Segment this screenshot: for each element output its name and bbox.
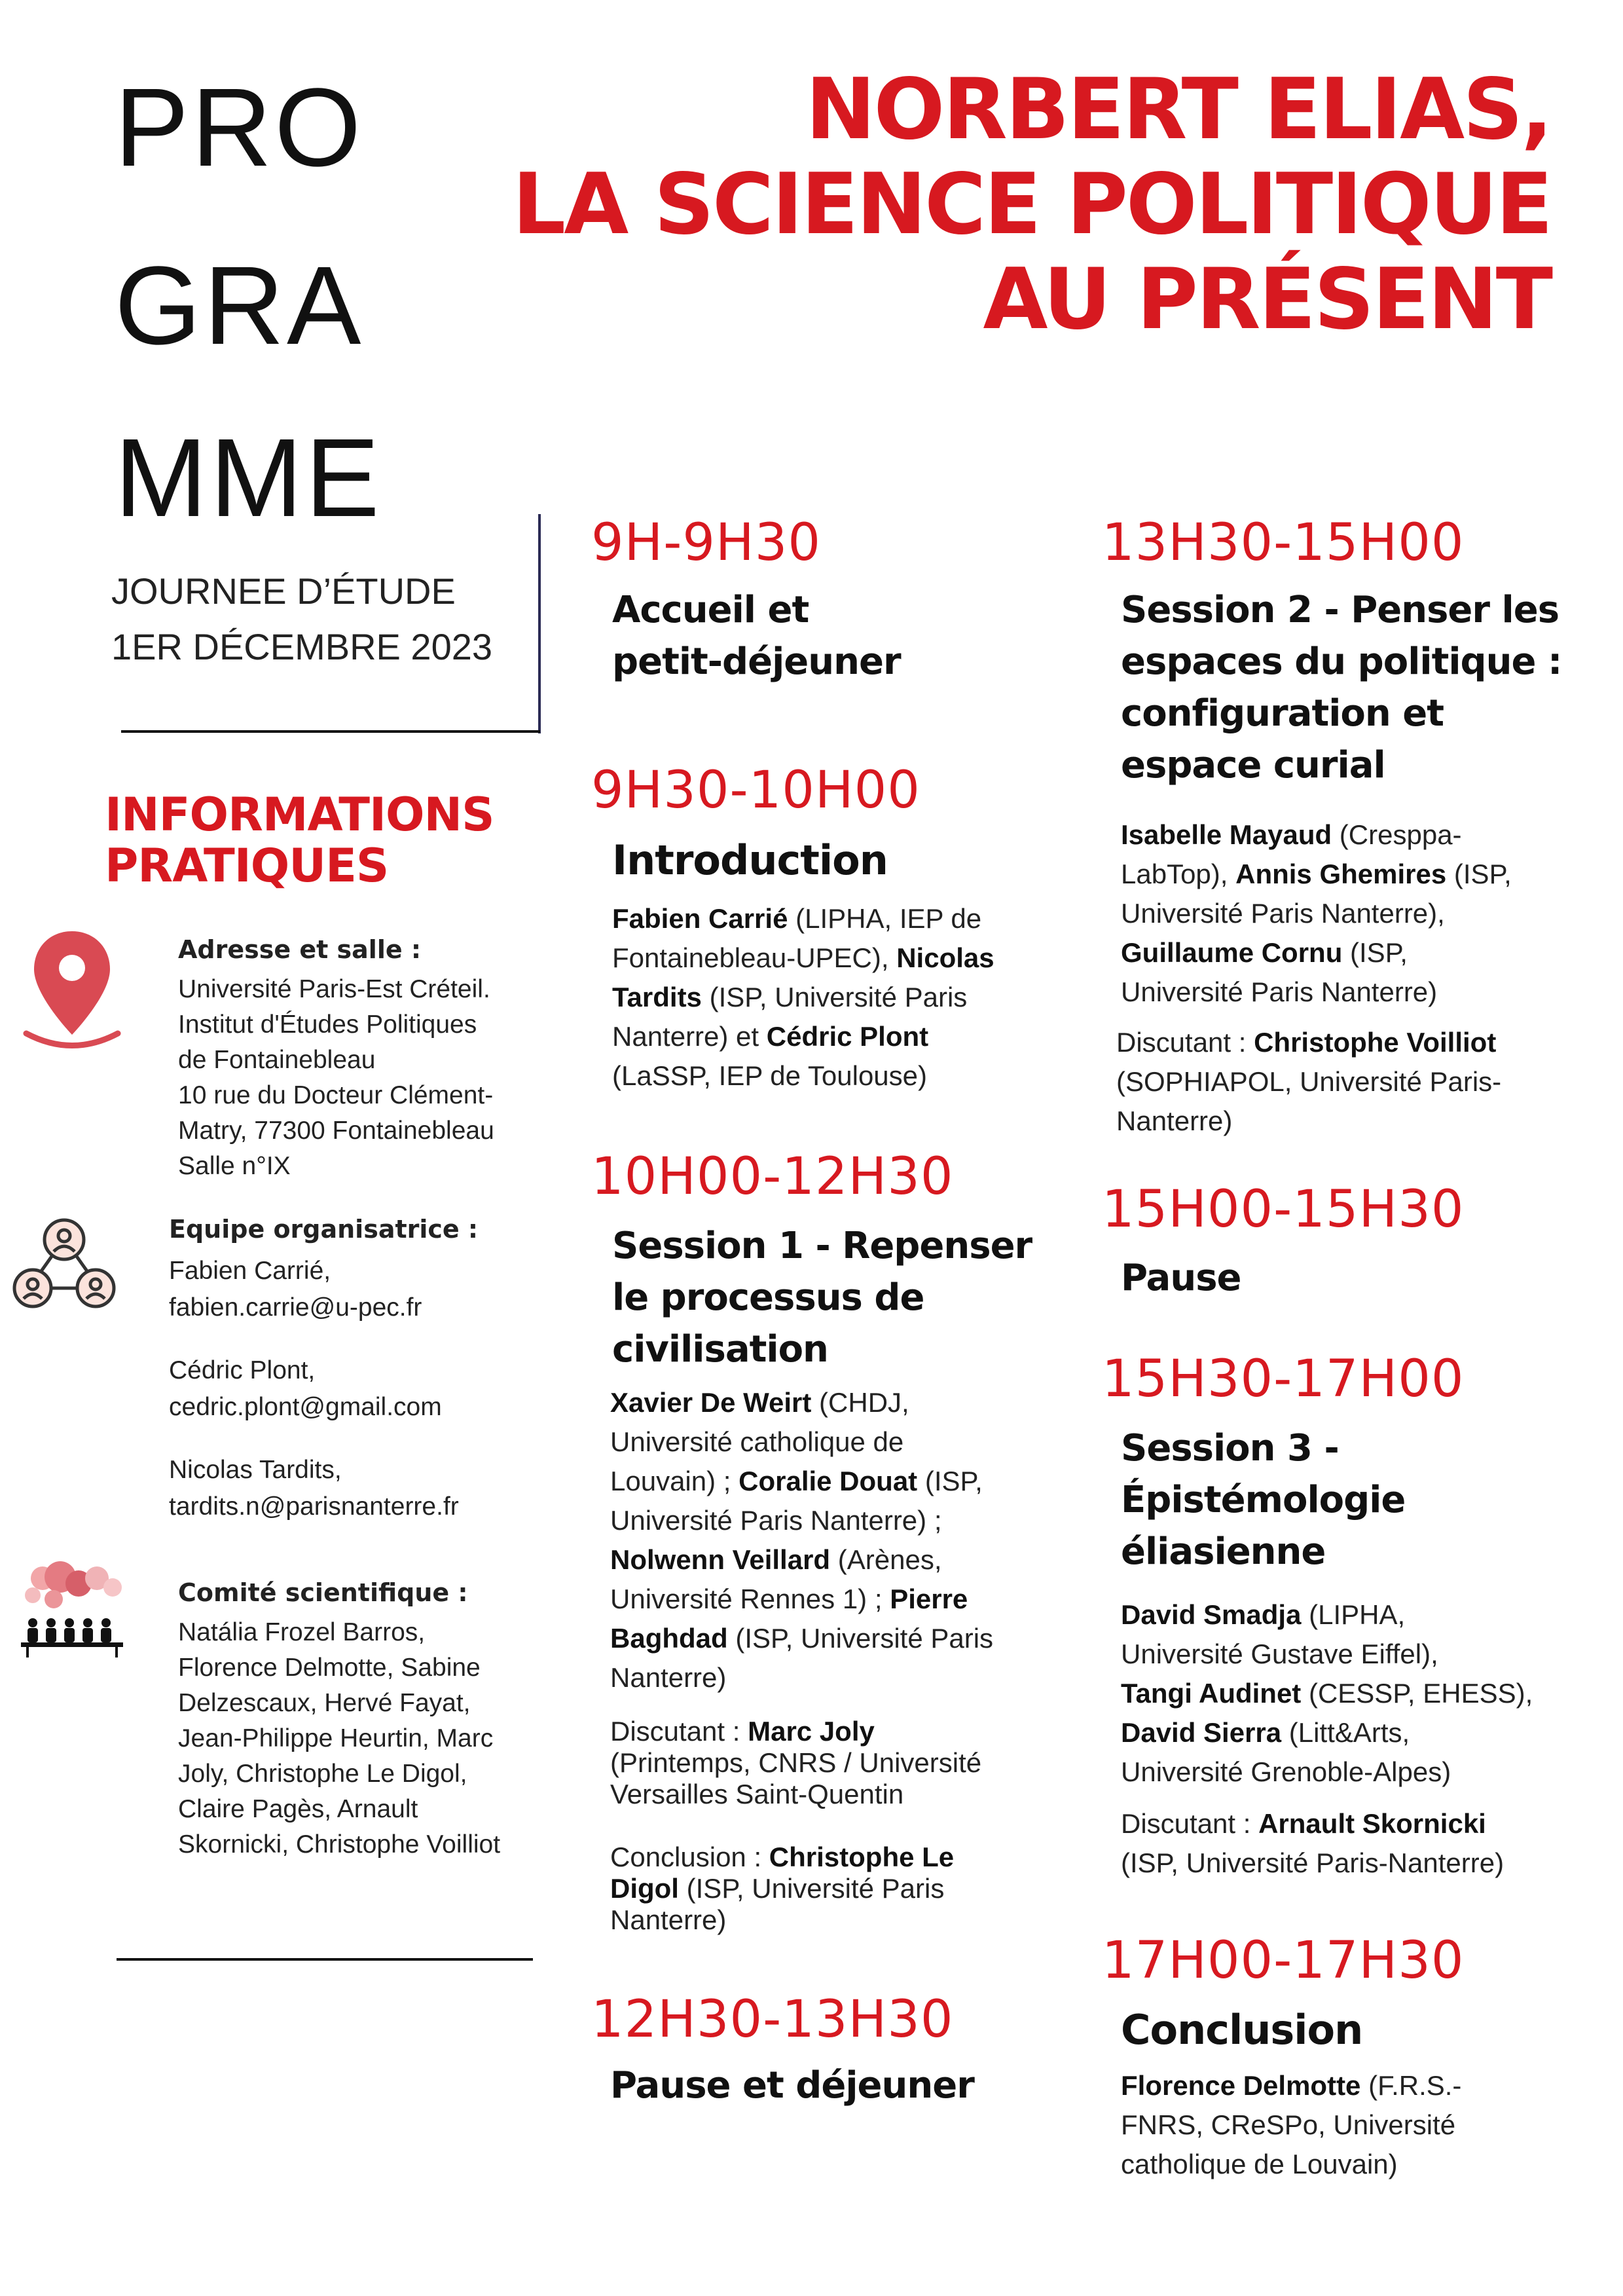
person-name: Nicolas [896, 942, 994, 973]
affiliation-text: Nanterre) [610, 1662, 727, 1693]
text-line [1121, 1595, 1533, 1635]
text-line [610, 1658, 993, 1697]
affiliation-text: Université Rennes 1) ; [610, 1583, 890, 1614]
event-title [471, 62, 1551, 347]
text-line [610, 1580, 993, 1619]
person-name: Pierre [890, 1583, 968, 1614]
text-line [1116, 1102, 1501, 1141]
text-line [610, 1383, 993, 1422]
journee-label: JOURNEE D’ÉTUDE [111, 570, 456, 612]
horizontal-divider-top [121, 730, 540, 733]
affiliation-text: (CHDJ, [811, 1387, 909, 1418]
session-title-line: Session 3 - [1121, 1427, 1339, 1470]
affiliation-text: (Printemps, CNRS / Université [610, 1747, 982, 1778]
time-slot: 10H00-12H30 [591, 1147, 954, 1206]
affiliation-text: Discutant : [610, 1716, 748, 1747]
text-line [1121, 972, 1512, 1012]
event-date: 1ER DÉCEMBRE 2023 [111, 626, 493, 667]
person-name: Xavier De Weirt [610, 1387, 812, 1418]
team-block [169, 1215, 478, 1525]
time-slot: 17H00-17H30 [1102, 1931, 1465, 1990]
affiliation-text: (LaSSP, IEP de Toulouse) [612, 1060, 928, 1091]
text-line: Jean-Philippe Heurtin, Marc [178, 1724, 494, 1752]
affiliation-text: Fontainebleau-UPEC), [612, 942, 897, 973]
text-line: Cédric Plont, [169, 1356, 316, 1384]
committee-text [178, 1615, 500, 1862]
committee-label: Comité scientifique : [178, 1578, 468, 1607]
speakers-text [612, 899, 994, 1096]
session-title-line: éliasienne [1121, 1530, 1326, 1573]
text-line: Institut d'Études Politiques [178, 1010, 477, 1039]
person-name: Baghdad [610, 1623, 728, 1654]
session-title-line: espace curial [1121, 744, 1385, 787]
discutant-text [1121, 1804, 1504, 1883]
conclusion-text [610, 1842, 954, 1936]
text-line [1121, 815, 1512, 855]
time-slot: 13H30-15H00 [1102, 513, 1465, 572]
session-title [612, 1220, 1032, 1375]
horizontal-divider-bottom [117, 1958, 533, 1961]
text-line [612, 978, 994, 1017]
text-line [610, 1747, 981, 1779]
text-line [1121, 1804, 1504, 1843]
event-title-line2: LA SCIENCE POLITIQUE [512, 156, 1551, 253]
session-title-line: Session 1 - Repenser [612, 1225, 1032, 1267]
text-line: Skornicki, Christophe Voilliot [178, 1830, 501, 1859]
text-line: Nicolas Tardits, [169, 1456, 342, 1484]
affiliation-text: (Arènes, [830, 1544, 942, 1575]
person-name: Fabien Carrié [612, 903, 788, 934]
text-line [169, 1326, 478, 1352]
person-name: David Smadja [1121, 1599, 1302, 1630]
text-line [1121, 1752, 1533, 1792]
text-line [1121, 933, 1512, 972]
session-title-line: configuration et [1121, 692, 1444, 735]
person-name: Arnault Skornicki [1258, 1808, 1486, 1839]
discutant-text [610, 1716, 981, 1810]
text-line: Claire Pagès, Arnault [178, 1795, 418, 1823]
affiliation-text: (Litt&Arts, [1281, 1717, 1410, 1748]
affiliation-text: (ISP, [917, 1466, 983, 1496]
person-name: David Sierra [1121, 1717, 1282, 1748]
text-line [610, 1873, 954, 1904]
session-title-line: Épistémologie [1121, 1479, 1406, 1521]
session-title [612, 584, 901, 688]
affiliation-text: (F.R.S.- [1360, 2070, 1462, 2101]
affiliation-text: (CESSP, EHESS), [1301, 1678, 1533, 1709]
text-line [610, 1842, 954, 1873]
person-name: Marc Joly [748, 1716, 875, 1747]
person-name: Coralie Douat [739, 1466, 918, 1496]
session-title: Introduction [612, 836, 888, 884]
affiliation-text: Université Grenoble-Alpes) [1121, 1756, 1451, 1787]
text-line [610, 1904, 954, 1936]
affiliation-text: Versailles Saint-Quentin [610, 1779, 904, 1809]
affiliation-text: FNRS, CReSPo, Université [1121, 2109, 1456, 2140]
programme-word-line3: MME [115, 416, 382, 540]
text-line [1121, 1843, 1504, 1883]
affiliation-text: (LIPHA, [1301, 1599, 1406, 1630]
text-line [1116, 1023, 1501, 1062]
text-line [612, 899, 994, 938]
speakers-text [1121, 815, 1512, 1012]
person-name: Tangi Audinet [1121, 1678, 1302, 1709]
affiliation-text: (ISP, Université Paris [678, 1873, 945, 1904]
text-line: Delzescaux, Hervé Fayat, [178, 1689, 471, 1717]
person-name: Cédric Plont [766, 1021, 929, 1052]
text-line: fabien.carrie@u-pec.fr [169, 1293, 422, 1322]
affiliation-text: Nanterre) [1116, 1105, 1233, 1136]
text-line [610, 1462, 993, 1501]
programme-word-line2: GRA [115, 244, 364, 368]
affiliation-text: Université Gustave Eiffel), [1121, 1639, 1438, 1669]
text-line [1121, 2066, 1461, 2105]
affiliation-text: Conclusion : [610, 1842, 769, 1872]
text-line [1116, 1062, 1501, 1102]
time-slot: 15H30-17H00 [1102, 1350, 1465, 1409]
session-title-line: Accueil et [612, 589, 809, 631]
text-line [610, 1619, 993, 1658]
speakers-text [1121, 2066, 1461, 2184]
team-text [169, 1253, 478, 1525]
location-pin-icon [20, 923, 124, 1054]
address-text [178, 972, 494, 1184]
programme-word-line1: PRO [115, 65, 364, 190]
affiliation-text: Nanterre) [610, 1904, 727, 1935]
session-title-line: Session 2 - Penser les [1121, 589, 1559, 631]
person-name: Isabelle Mayaud [1121, 819, 1332, 850]
text-line [610, 1540, 993, 1580]
affiliation-text: Université Paris Nanterre) [1121, 976, 1438, 1007]
text-line [612, 1056, 994, 1096]
session-title [1121, 584, 1561, 791]
time-slot: 9H30-10H00 [591, 761, 921, 820]
info-heading [105, 789, 494, 891]
team-label: Equipe organisatrice : [169, 1215, 479, 1244]
person-name: Digol [610, 1873, 679, 1904]
info-heading-line1: INFORMATIONS [105, 788, 494, 842]
text-line: Fabien Carrié, [169, 1257, 331, 1285]
person-name: Guillaume Cornu [1121, 937, 1343, 968]
affiliation-text: (ISP, Université Paris-Nanterre) [1121, 1847, 1504, 1878]
committee-block [178, 1578, 500, 1862]
person-name: Tardits [612, 982, 702, 1012]
affiliation-text: Université catholique de [610, 1426, 904, 1457]
event-title-line1: NORBERT ELIAS, [805, 61, 1551, 158]
affiliation-text: Université Paris Nanterre), [1121, 898, 1445, 929]
person-name: Annis Ghemires [1235, 859, 1447, 889]
speakers-text [1121, 1595, 1533, 1792]
person-name: Christophe Le [769, 1842, 955, 1872]
session-title: Pause [1121, 1257, 1241, 1299]
affiliation-text: (ISP, [1446, 859, 1512, 889]
address-label: Adresse et salle : [178, 935, 422, 964]
text-line [1121, 894, 1512, 933]
text-line [1121, 2105, 1461, 2145]
text-line [610, 1716, 981, 1747]
time-slot: 12H30-13H30 [591, 1990, 954, 2049]
affiliation-text: (SOPHIAPOL, Université Paris- [1116, 1066, 1502, 1097]
text-line: de Fontainebleau [178, 1046, 376, 1074]
text-line [1121, 855, 1512, 894]
text-line [612, 1017, 994, 1056]
discutant-text [1116, 1023, 1501, 1141]
person-name: Nolwenn Veillard [610, 1544, 831, 1575]
session-title-line: petit-déjeuner [612, 640, 901, 683]
text-line [1121, 1713, 1533, 1752]
team-network-icon [12, 1215, 117, 1313]
text-line [169, 1426, 478, 1452]
session-title-line: civilisation [612, 1328, 828, 1371]
affiliation-text: (ISP, Université Paris [701, 982, 968, 1012]
affiliation-text: (LIPHA, IEP de [788, 903, 982, 934]
affiliation-text: (ISP, [1342, 937, 1408, 968]
person-name: Florence Delmotte [1121, 2070, 1361, 2101]
text-line: Florence Delmotte, Sabine [178, 1654, 481, 1682]
text-line: Salle n°IX [178, 1152, 291, 1180]
time-slot: 15H00-15H30 [1102, 1180, 1465, 1239]
text-line: Natália Frozel Barros, [178, 1618, 426, 1646]
text-line [610, 1501, 993, 1540]
text-line: Matry, 77300 Fontainebleau [178, 1117, 494, 1145]
text-line [610, 1422, 993, 1462]
info-heading-line2: PRATIQUES [105, 839, 389, 893]
address-block [178, 935, 494, 1184]
affiliation-text: Discutant : [1116, 1027, 1254, 1058]
event-date-block [111, 563, 492, 675]
affiliation-text: Louvain) ; [610, 1466, 739, 1496]
affiliation-text: catholique de Louvain) [1121, 2149, 1398, 2179]
text-line [612, 938, 994, 978]
text-line [1121, 2145, 1461, 2184]
affiliation-text: Discutant : [1121, 1808, 1259, 1839]
conference-audience-icon [13, 1559, 131, 1670]
vertical-divider [538, 514, 541, 733]
text-line: Joly, Christophe Le Digol, [178, 1760, 467, 1788]
affiliation-text: (ISP, Université Paris [727, 1623, 994, 1654]
session-title-line: espaces du politique : [1121, 640, 1562, 683]
session-title: Pause et déjeuner [610, 2064, 974, 2107]
text-line: tardits.n@parisnanterre.fr [169, 1492, 459, 1521]
affiliation-text: Université Paris Nanterre) ; [610, 1505, 942, 1536]
text-line [610, 1779, 981, 1810]
session-title [1121, 1422, 1405, 1578]
affiliation-text: LabTop), [1121, 859, 1236, 889]
text-line: Université Paris-Est Créteil. [178, 975, 490, 1003]
affiliation-text: Nanterre) et [612, 1021, 767, 1052]
text-line [1121, 1635, 1533, 1674]
text-line [1121, 1674, 1533, 1713]
session-title-line: le processus de [612, 1276, 924, 1319]
session-title: Conclusion [1121, 2006, 1363, 2054]
speakers-text [610, 1383, 993, 1697]
text-line: 10 rue du Docteur Clément- [178, 1081, 494, 1109]
text-line: cedric.plont@gmail.com [169, 1393, 442, 1421]
event-title-line3: AU PRÉSENT [983, 251, 1551, 348]
affiliation-text: (Cresppa- [1332, 819, 1462, 850]
time-slot: 9H-9H30 [591, 513, 821, 572]
person-name: Christophe Voilliot [1254, 1027, 1497, 1058]
